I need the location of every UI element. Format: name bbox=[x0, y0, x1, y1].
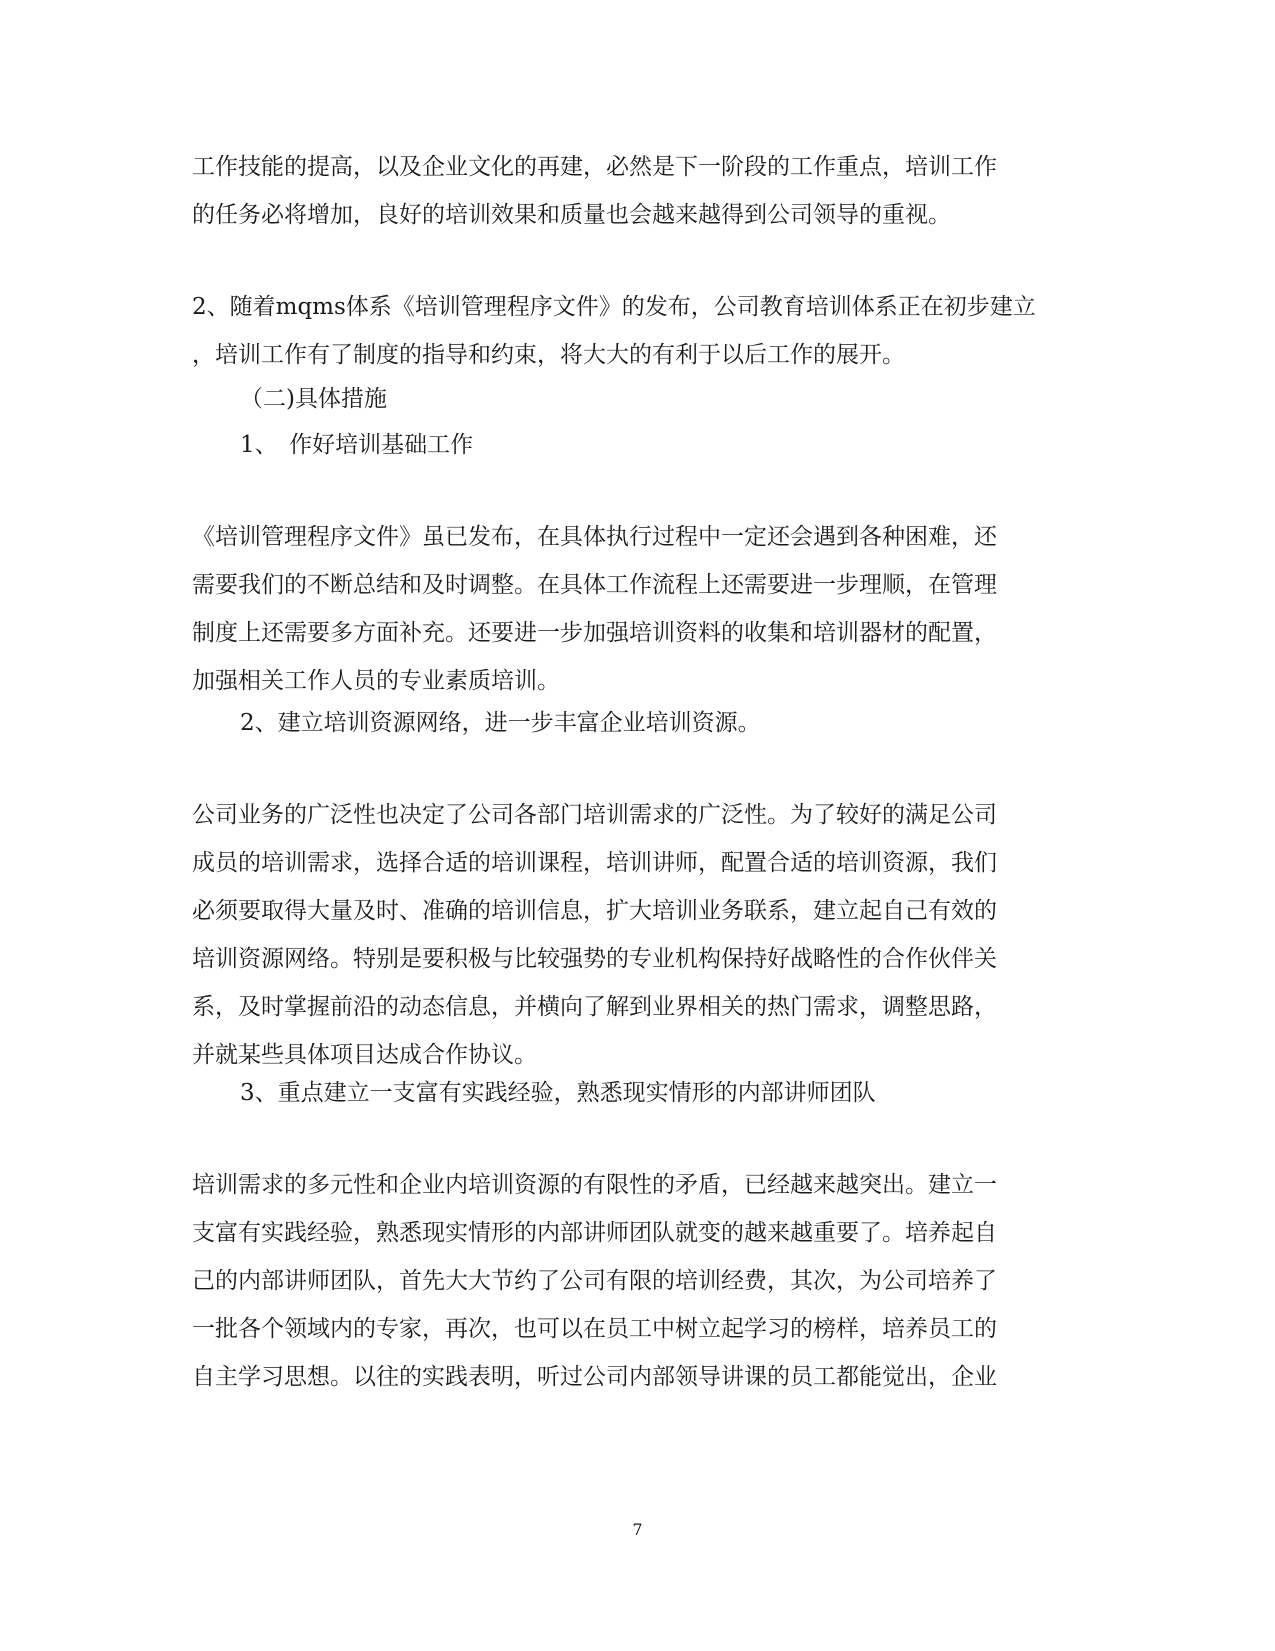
text-line: 培训需求的多元性和企业内培训资源的有限性的矛盾，已经越来越突出。建立一 bbox=[192, 1172, 997, 1198]
heading-text: 1、 作好培训基础工作 bbox=[240, 432, 474, 458]
text-line: 己的内部讲师团队，首先大大节约了公司有限的培训经费，其次，为公司培养了 bbox=[192, 1268, 997, 1294]
subsection-heading-1 bbox=[192, 421, 1092, 469]
paragraph-5 bbox=[192, 1161, 1092, 1401]
paragraph-2 bbox=[192, 283, 1092, 379]
heading-text: 3、重点建立一支富有实践经验，熟悉现实情形的内部讲师团队 bbox=[240, 1080, 876, 1106]
text-line: 《培训管理程序文件》虽已发布，在具体执行过程中一定还会遇到各种困难，还 bbox=[192, 524, 997, 550]
subsection-heading-3 bbox=[192, 1069, 1092, 1117]
heading-text: 2、建立培训资源网络，进一步丰富企业培训资源。 bbox=[240, 710, 761, 736]
text-line: 一批各个领域内的专家，再次，也可以在员工中树立起学习的榜样，培养员工的 bbox=[192, 1316, 997, 1342]
text-line: 的任务必将增加，良好的培训效果和质量也会越来越得到公司领导的重视。 bbox=[192, 202, 951, 228]
text-line: 必须要取得大量及时、准确的培训信息，扩大培训业务联系，建立起自己有效的 bbox=[192, 898, 997, 924]
text-line: 系，及时掌握前沿的动态信息，并横向了解到业界相关的热门需求，调整思路， bbox=[192, 994, 997, 1020]
text-line: 制度上还需要多方面补充。还要进一步加强培训资料的收集和培训器材的配置， bbox=[192, 620, 997, 646]
text-line: 加强相关工作人员的专业素质培训。 bbox=[192, 668, 560, 694]
text-line: 自主学习思想。以往的实践表明，听过公司内部领导讲课的员工都能觉出，企业 bbox=[192, 1364, 997, 1390]
text-line: 工作技能的提高，以及企业文化的再建，必然是下一阶段的工作重点，培训工作 bbox=[192, 154, 997, 180]
text-line: 支富有实践经验，熟悉现实情形的内部讲师团队就变的越来越重要了。培养起自 bbox=[192, 1220, 997, 1246]
paragraph-1 bbox=[192, 143, 1092, 239]
text-line: 成员的培训需求，选择合适的培训课程，培训讲师，配置合适的培训资源，我们 bbox=[192, 850, 997, 876]
text-line: 需要我们的不断总结和及时调整。在具体工作流程上还需要进一步理顺，在管理 bbox=[192, 572, 997, 598]
text-line: 并就某些具体项目达成合作协议。 bbox=[192, 1042, 537, 1068]
text-line: 公司业务的广泛性也决定了公司各部门培训需求的广泛性。为了较好的满足公司 bbox=[192, 802, 997, 828]
page-number: 7 bbox=[632, 1520, 643, 1539]
paragraph-4 bbox=[192, 791, 1092, 1079]
paragraph-3 bbox=[192, 513, 1092, 705]
text-line: 2、随着mqms体系《培训管理程序文件》的发布，公司教育培训体系正在初步建立 bbox=[192, 294, 1036, 320]
subsection-heading-2 bbox=[192, 699, 1092, 747]
text-line: ，培训工作有了制度的指导和约束，将大大的有利于以后工作的展开。 bbox=[192, 342, 905, 368]
heading-text: （二)具体措施 bbox=[240, 386, 387, 412]
section-heading bbox=[192, 375, 1092, 423]
text-line: 培训资源网络。特别是要积极与比较强势的专业机构保持好战略性的合作伙伴关 bbox=[192, 946, 997, 972]
